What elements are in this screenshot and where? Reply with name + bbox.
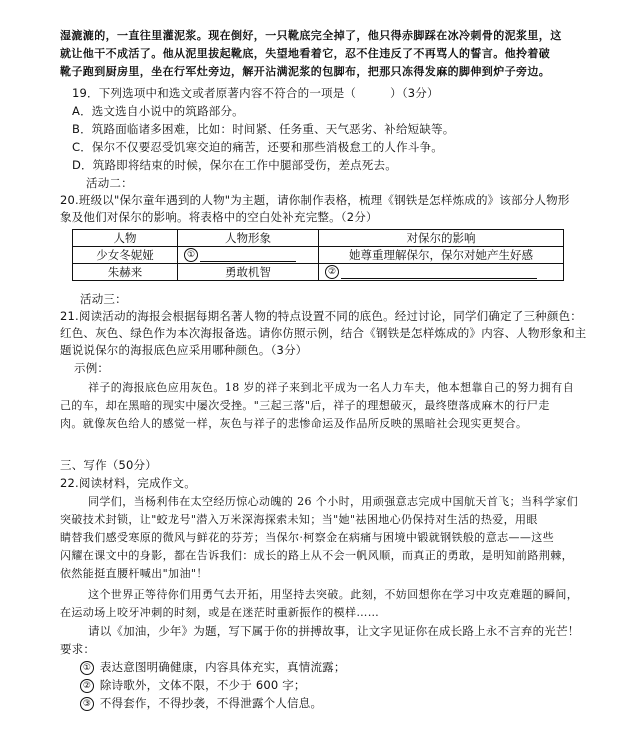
material-line: 睛替我们感受寒原的微风与鲜花的芬芳；当保尔·柯察金在病痛与困境中锻就钢铁般的意志——这些 <box>60 531 555 544</box>
material-line: 同学们，当杨利伟在太空经历惊心动魄的 26 个小时，用顽强意志完成中国航天首飞；当科学家们 <box>88 495 578 508</box>
q19-option-c: C．保尔不仅要忍受饥寒交迫的痛苦，还要和那些消极怠工的人作斗争。 <box>72 140 443 154</box>
table-header-influence: 对保尔的影响 <box>319 230 564 247</box>
requirement-text: 表达意图明确健康，内容具体充实，真情流露； <box>99 660 346 674</box>
table-header-image: 人物形象 <box>178 230 319 247</box>
circled-number-2: ② <box>80 679 94 693</box>
example-label: 示例： <box>74 361 110 375</box>
material-line: 闪耀在课文中的身影，都在告诉我们：成长的路上从不会一帆风顺，而真正的勇敢，是明知前路荆棘， <box>60 549 573 562</box>
example-line-3: 肉。就像灰色给人的感觉一样，灰色与祥子的悲惨命运及作品所反映的黑暗社会现实更契合。 <box>60 417 528 430</box>
example-line-2: 己的车，却在黑暗的现实中屡次受挫。"三起三落"后，祥子的理想破灭，最终堕落成麻木的行尸走 <box>60 399 550 412</box>
circled-number-3: ③ <box>80 697 94 711</box>
passage-line-1: 湿漉漉的，一直往里灌泥浆。现在倒好，一只靴底完全掉了，他只得赤脚踩在冰冷刺骨的泥浆里，这 <box>60 29 562 42</box>
table-cell-influence <box>319 264 564 281</box>
example-line-1: 祥子的海报底色应用灰色。18 岁的祥子来到北平成为一名人力车夫，他本想靠自己的努力拥有自 <box>88 381 575 394</box>
circled-number-1: ① <box>184 248 198 262</box>
activity-3-heading: 活动三： <box>80 292 127 306</box>
table-row <box>73 247 564 264</box>
q20-line-2: 象及他们对保尔的影响。将表格中的空白处补充完整。（2分） <box>60 210 378 224</box>
q19-stem-end: ）（3分） <box>390 86 439 100</box>
table-header-person: 人物 <box>73 230 178 247</box>
material-line: 这个世界正等待你们用勇气去开拓，用坚持去突破。此刻，不妨回想你在学习中攻克难题的瞬间， <box>88 588 579 601</box>
table-cell-influence: 她尊重理解保尔，保尔对她产生好感 <box>319 247 564 264</box>
material-line: 突破技术封锁，让"蛟龙号"潜入万米深海探索未知；当"她"祛困地心仍保持对生活的热爱，用眼 <box>60 513 538 526</box>
requirement-item <box>80 678 306 693</box>
material-line: 在运动场上咬牙冲刺的时刻，或是在迷茫时重新振作的模样…… <box>60 606 380 619</box>
requirement-item <box>80 696 322 711</box>
q19-option-a: A．选文选自小说中的筑路部分。 <box>72 104 244 118</box>
character-table <box>72 229 564 281</box>
q21-line-1: 21.阅读活动的海报会根据每期名著人物的特点设置不同的底色。经过讨论，同学们确定了三种颜色： <box>60 309 582 323</box>
activity-2-heading: 活动二： <box>86 176 133 190</box>
requirement-text: 不得套作，不得抄袭，不得泄露个人信息。 <box>99 696 323 710</box>
q19-stem <box>72 86 439 101</box>
requirements-label: 要求： <box>60 642 96 656</box>
q19-option-b: B．筑路面临诸多困难，比如：时间紧、任务重、天气恶劣、补给短缺等。 <box>72 122 455 136</box>
q21-line-2: 红色、灰色、绿色作为本次海报备选。请你仿照示例，结合《钢铁是怎样炼成的》内容、人物形象和主 <box>60 326 587 340</box>
q20-line-1: 20.班级以"保尔童年遇到的人物"为主题，请你制作表格，梳理《钢铁是怎样炼成的》该部分人物形 <box>60 193 570 207</box>
q22-title: 22.阅读材料，完成作文。 <box>60 476 196 490</box>
passage-line-2: 就让他干不成活了。他从泥里拔起靴底，失望地看着它，忍不住违反了不再骂人的誓言。他拎着破 <box>60 47 551 60</box>
q19-stem-text: 19．下列选项中和选文或者原著内容不符合的一项是（ <box>72 86 357 100</box>
circled-number-2: ② <box>325 265 339 279</box>
fill-in-blank-1[interactable] <box>200 261 296 262</box>
table-cell-image <box>178 247 319 264</box>
writing-prompt: 请以《加油，少年》为题，写下属于你的拼搏故事，让文字见证你在成长路上永不言弃的光芒！ <box>88 624 580 638</box>
requirement-item <box>80 660 346 675</box>
table-row <box>73 264 564 281</box>
q21-line-3: 题说说保尔的海报底色应采用哪种颜色。（3分） <box>60 343 308 357</box>
circled-number-1: ① <box>80 661 94 675</box>
q19-option-d: D．筑路即将结束的时候，保尔在工作中腿部受伤，差点死去。 <box>72 158 397 172</box>
material-line: 依然能挺直腰杆喊出"加油"！ <box>60 567 208 580</box>
requirement-text: 除诗歌外，文体不限，不少于 600 字； <box>99 678 306 692</box>
passage-line-3: 靴子跑到厨房里，坐在行军灶旁边，解开沾满泥浆的包脚布，把那只冻得发麻的脚伸到炉子旁边。 <box>60 65 551 78</box>
table-cell-person: 少女冬妮娅 <box>73 247 178 264</box>
fill-in-blank-2[interactable] <box>341 278 537 279</box>
table-header-row <box>73 230 564 247</box>
table-cell-person: 朱赫来 <box>73 264 178 281</box>
section-writing-heading: 三、写作（50分） <box>60 458 157 472</box>
table-cell-image: 勇敢机智 <box>178 264 319 281</box>
